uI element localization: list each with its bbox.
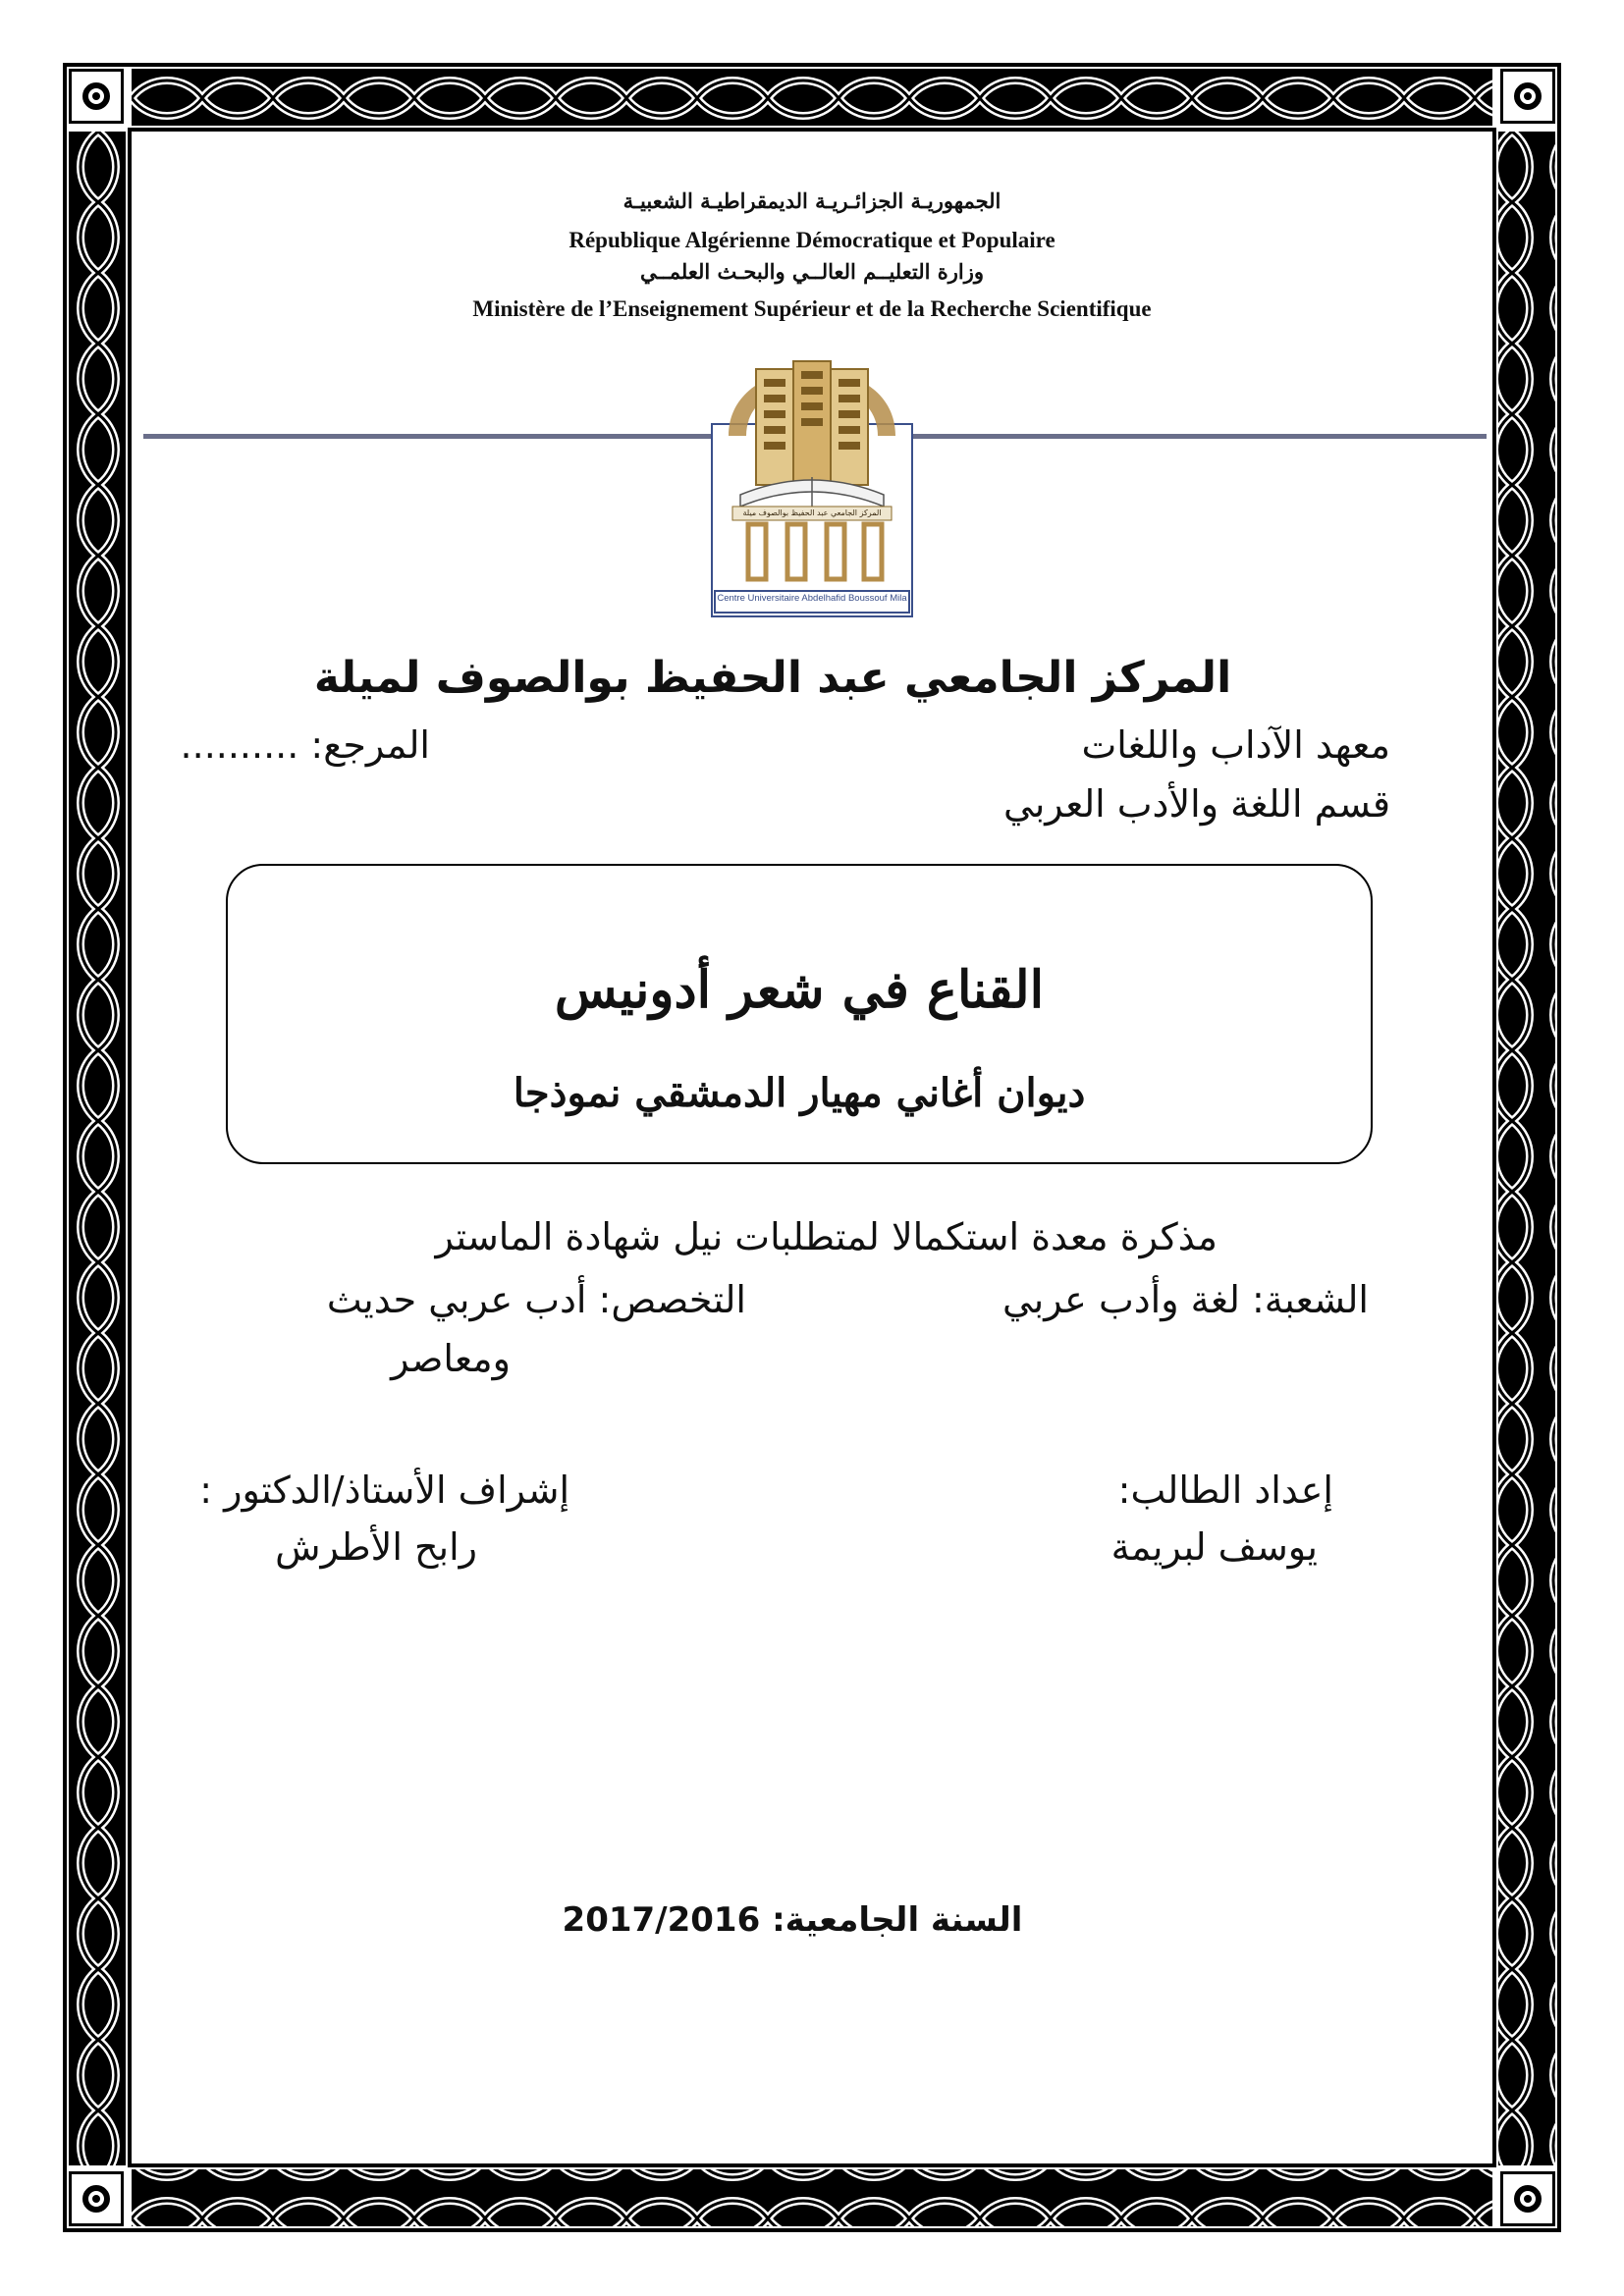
header-rule-right [913,434,1487,439]
republic-arabic: الجمهوريـة الجزائـريـة الديمقراطيـة الشعبيـة [623,188,1001,213]
student-name: يوسف لبريمة [1110,1525,1318,1569]
supervisor-name: رابح الأطرش [275,1525,477,1569]
thesis-subtitle: ديوان أغاني مهيار الدمشقي نموذجا [513,1070,1086,1116]
header-rule-left [143,434,711,439]
thesis-purpose: مذكرة معدة استكمالا لمتطلبات نيل شهادة الماستر [435,1215,1218,1258]
corner-ornament-bottom-left [69,2171,124,2226]
reference-field: المرجع: .......... [180,723,430,767]
corner-ornament-top-left [69,69,124,124]
branch-field: الشعبة: لغة وأدب عربي [1001,1278,1369,1321]
ministry-arabic: وزارة التعليــم العالــي والبحـث العلمــي [639,259,985,284]
thesis-title: القناع في شعر أدونيس [554,960,1045,1020]
institute-name: معهد الآداب واللغات [1081,723,1390,767]
student-label: إعداد الطالب: [1117,1468,1333,1512]
university-logo [711,328,913,618]
corner-ornament-top-right [1500,69,1555,124]
logo-banner-text: المركز الجامعي عبد الحفيظ بوالصوف ميلة [742,508,882,517]
supervisor-label: إشراف الأستاذ/الدكتور : [199,1468,569,1512]
department-name: قسم اللغة والأدب العربي [1003,782,1390,826]
logo-caption: Centre Universitaire Abdelhafid Boussouf Mila [717,593,907,604]
university-center-name: المركز الجامعي عبد الحفيظ بوالصوف لميلة [313,653,1232,703]
ministry-french: Ministère de l’Enseignement Supérieur et de la Recherche Scientifique [472,296,1152,321]
specialty-field: التخصص: أدب عربي حديث [326,1278,746,1321]
academic-year: السنة الجامعية: 2017/2016 [562,1900,1023,1940]
corner-ornament-bottom-right [1500,2171,1555,2226]
specialty-continued: ومعاصر [391,1337,511,1380]
republic-french: République Algérienne Démocratique et Populaire [568,228,1056,252]
